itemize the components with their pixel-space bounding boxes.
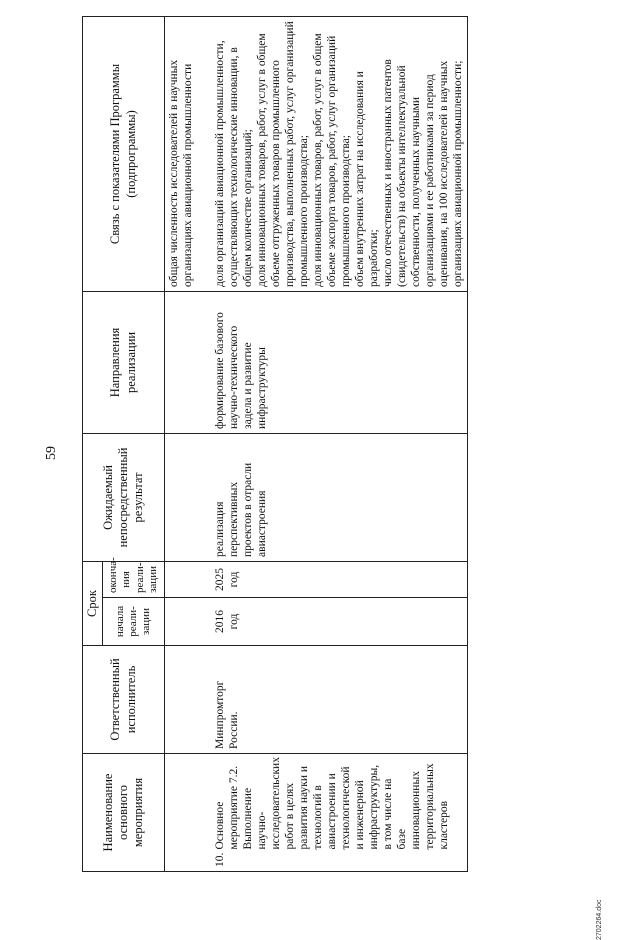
footer-doc-id: 2702264.doc xyxy=(596,899,603,940)
carryover-link-cell: общая численность исследователей в научных организациях авиационной промышленности xyxy=(165,16,211,291)
header-executor: Ответственный исполнитель xyxy=(83,645,165,753)
table-row xyxy=(211,16,468,871)
header-term-end: оконча-ния реали-зации xyxy=(103,561,165,597)
header-name: Наименование основного мероприятия xyxy=(83,753,165,871)
header-result: Ожидаемый непосредственный результат xyxy=(83,433,165,561)
header-term-start: начала реали-зации xyxy=(103,597,165,645)
header-link: Связь с показателями Программы (подпрограммы) xyxy=(83,16,165,291)
program-table xyxy=(82,16,468,872)
header-term: Срок xyxy=(83,561,103,645)
row-directions: формирование базового научно-технического задела и развитие инфраструктуры xyxy=(211,291,468,433)
row-start: 2016 год xyxy=(211,597,468,645)
row-number: 10. xyxy=(211,854,468,872)
page-number: 59 xyxy=(44,446,59,460)
rotated-table-container xyxy=(82,17,550,872)
row-executor: Минпромторг России. xyxy=(211,645,468,753)
row-result: реализация перспективных проектов в отрасли авиастроения xyxy=(211,433,468,561)
row-link: доля организаций авиационной промышленности, осуществляющих технологические инновации, в общем количестве организаций; доля инновационных товаров, работ, услуг в общем объеме отгруженных товаров промышленного производства, выполненных работ, услуг организаций промышленного производства; доля инновационных товаров, работ, услуг в общем объеме экспорта товаров, работ, услуг организаций промышленного производства; объем внутренних затрат на исследования и разработки; число отечественных и иностранных патентов (свидетельств) на объекты интеллектуальной собственности, полученных научными организациями и ее работниками за период оценивания, на 100 исследователей в научных организациях авиационной промышленности; xyxy=(211,16,468,291)
row-end: 2025 год xyxy=(211,561,468,597)
row-name: Основное мероприятие 7.2. Выполнение научно-исследовательских работ в целях развития науки и технологий в авиастроении и технологической и инженерной инфраструктуры, в том числе на базе инновационных территориальных кластеров xyxy=(211,753,468,853)
header-directions: Направления реализации xyxy=(83,291,165,433)
